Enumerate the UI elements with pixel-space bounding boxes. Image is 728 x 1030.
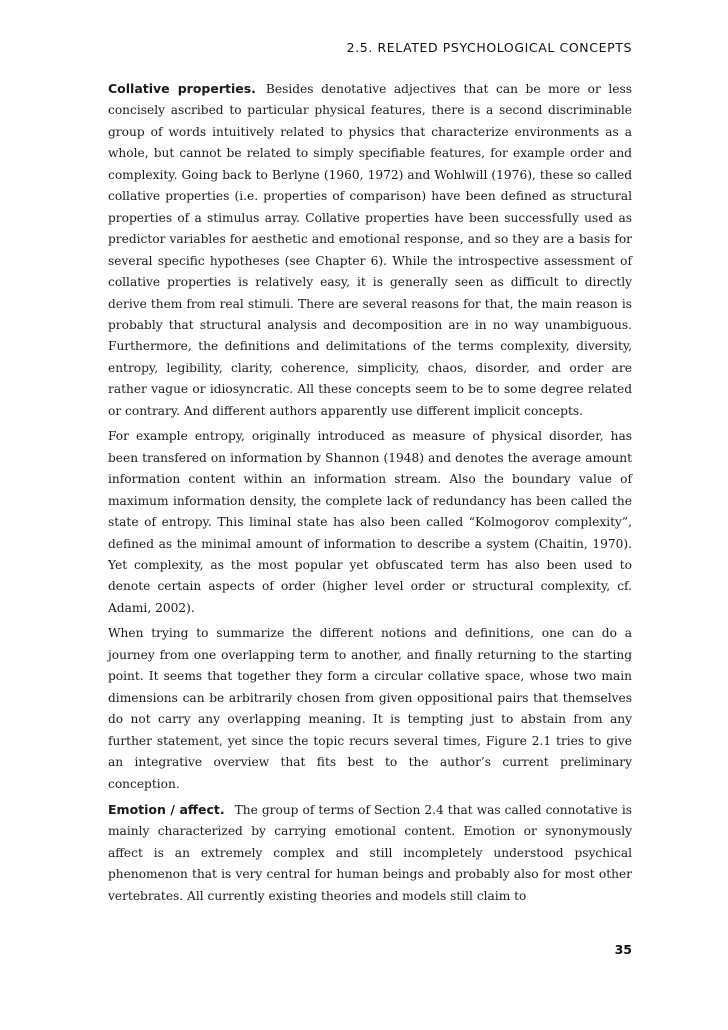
page-number: 35 bbox=[614, 942, 632, 957]
paragraph-text: Besides denotative adjectives that can be more or less concisely ascribed to particular physical features, there is a second discriminable group of words intuitively related to physics that characterize environments as a whole, but cannot be related to simply specifiable features, for example order and complexity. Going back to Berlyne (1960, 1972) and Wohlwill (1976), these so called collative properties (i.e. properties of comparison) have been defined as structural properties of a stimulus array. Collative properties have been successfully used as predictor variables for aesthetic and emotional response, and so they are a basis for several specific hypotheses (see Chapter 6). While the introspective assessment of collative properties is relatively easy, it is generally seen as difficult to directly derive them from real stimuli. There are several reasons for that, the main reason is probably that structural analysis and decomposition are in no way unambiguous. Furthermore, the definitions and delimitations of the terms complexity, diversity, entropy, legibility, clarity, coherence, simplicity, chaos, disorder, and order are rather vague or idiosyncratic. All these concepts seem to be to some degree related or contrary. And different authors apparently use different implicit concepts. bbox=[108, 82, 632, 418]
body-text bbox=[108, 78, 632, 911]
run-in-heading-emotion: Emotion / affect. bbox=[108, 801, 225, 817]
paragraph-summary bbox=[108, 623, 632, 795]
paragraph-text: The group of terms of Section 2.4 that was called connotative is mainly characterized by carrying emotional content. Emotion or synonymously affect is an extremely complex and still incompletely understood psychical phenomenon that is very central for human beings and probably also for most other vertebrates. All currently existing theories and models still claim to bbox=[108, 802, 633, 903]
paragraph-entropy bbox=[108, 426, 632, 619]
paragraph-text: For example entropy, originally introduced as measure of physical disorder, has been transfered on information by Shannon (1948) and denotes the average amount information content within an information stream. Also the boundary value of maximum information density, the complete lack of redundancy has been called the state of entropy. This liminal state has also been called “Kolmogorov complexity”, defined as the minimal amount of information to describe a system (Chaitin, 1970). Yet complexity, as the most popular yet obfuscated term has also been used to denote certain aspects of order (higher level order or structural complexity, cf. Adami, 2002). bbox=[108, 429, 632, 615]
paragraph-emotion-affect bbox=[108, 799, 632, 907]
run-in-heading-collative: Collative properties. bbox=[108, 81, 256, 96]
paragraph-collative-properties bbox=[108, 78, 632, 422]
paragraph-text: When trying to summarize the different notions and definitions, one can do a journey from one overlapping term to another, and finally returning to the starting point. It seems that together they form a circular collative space, whose two main dimensions can be arbitrarily chosen from given oppositional pairs that themselves do not carry any overlapping meaning. It is tempting just to abstain from any further statement, yet since the topic recurs several times, Figure 2.1 tries to give an integrative overview that fits best to the author’s current preliminary conception. bbox=[108, 626, 632, 791]
running-header: 2.5. RELATED PSYCHOLOGICAL CONCEPTS bbox=[346, 40, 632, 55]
